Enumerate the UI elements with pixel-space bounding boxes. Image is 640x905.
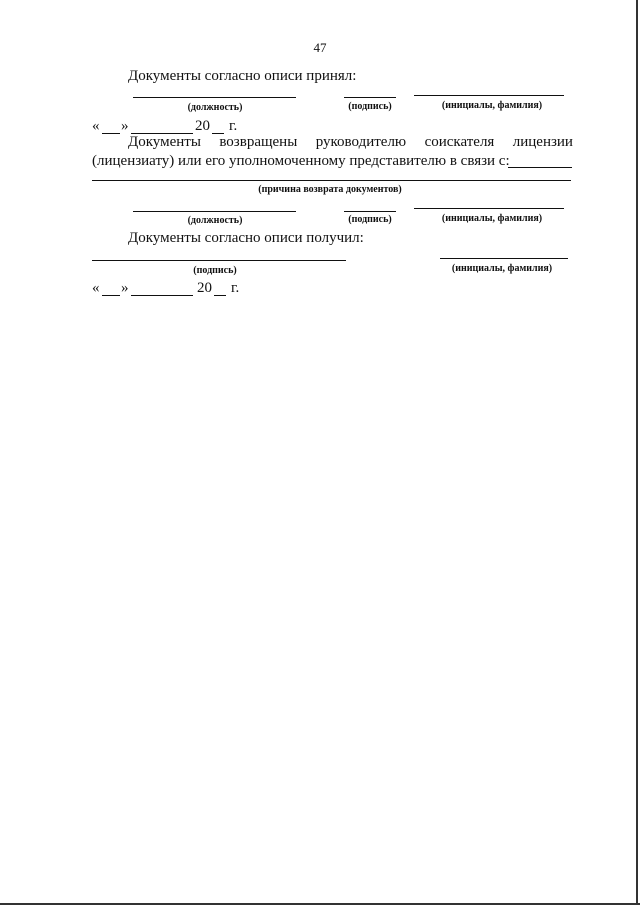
- date-close-quote-2: »: [121, 280, 129, 296]
- signature-line-2: [344, 211, 396, 212]
- date-open-quote: «: [92, 118, 100, 134]
- returned-word: возвращены: [219, 134, 298, 150]
- date-year-prefix: 20: [195, 118, 210, 134]
- date-open-quote-2: «: [92, 280, 100, 296]
- date-year-prefix-2: 20: [197, 280, 212, 296]
- date-close-quote: »: [121, 118, 129, 134]
- date-year-line-2: [214, 295, 226, 296]
- returned-word: соискателя: [424, 134, 495, 150]
- initials-caption-3: (инициалы, фамилия): [451, 263, 553, 274]
- initials-line: [414, 95, 564, 96]
- signature-line-3: [92, 260, 346, 261]
- signature-line: [344, 97, 396, 98]
- initials-line-3: [440, 258, 568, 259]
- returned-word: Документы: [128, 134, 201, 150]
- signature-caption-2: (подпись): [348, 214, 392, 225]
- position-line-2: [133, 211, 296, 212]
- date-year-suffix: г.: [229, 118, 238, 134]
- position-line: [133, 97, 296, 98]
- scan-edge-right: [636, 0, 638, 905]
- signature-caption: (подпись): [348, 101, 392, 112]
- initials-caption-2: (инициалы, фамилия): [441, 213, 543, 224]
- date-day-line-2: [102, 295, 120, 296]
- initials-caption: (инициалы, фамилия): [441, 100, 543, 111]
- reason-inline-line: [508, 167, 572, 168]
- returned-word: лицензии: [512, 134, 573, 150]
- initials-line-2: [414, 208, 564, 209]
- position-caption: (должность): [187, 102, 243, 113]
- obtained-heading: Документы согласно описи получил:: [128, 230, 364, 246]
- reason-caption: (причина возврата документов): [258, 184, 402, 195]
- reason-line: [92, 180, 571, 181]
- returned-line-1: [128, 134, 573, 151]
- date-month-line-2: [131, 295, 193, 296]
- date-day-line: [102, 133, 120, 134]
- page-number: 47: [313, 40, 327, 55]
- position-caption-2: (должность): [187, 215, 243, 226]
- signature-caption-3: (подпись): [193, 265, 237, 276]
- returned-line-2: (лицензиату) или его уполномоченному представителю в связи с:: [92, 153, 510, 169]
- received-heading: Документы согласно описи принял:: [128, 68, 357, 84]
- date-year-suffix-2: г.: [231, 280, 240, 296]
- returned-word: руководителю: [315, 134, 407, 150]
